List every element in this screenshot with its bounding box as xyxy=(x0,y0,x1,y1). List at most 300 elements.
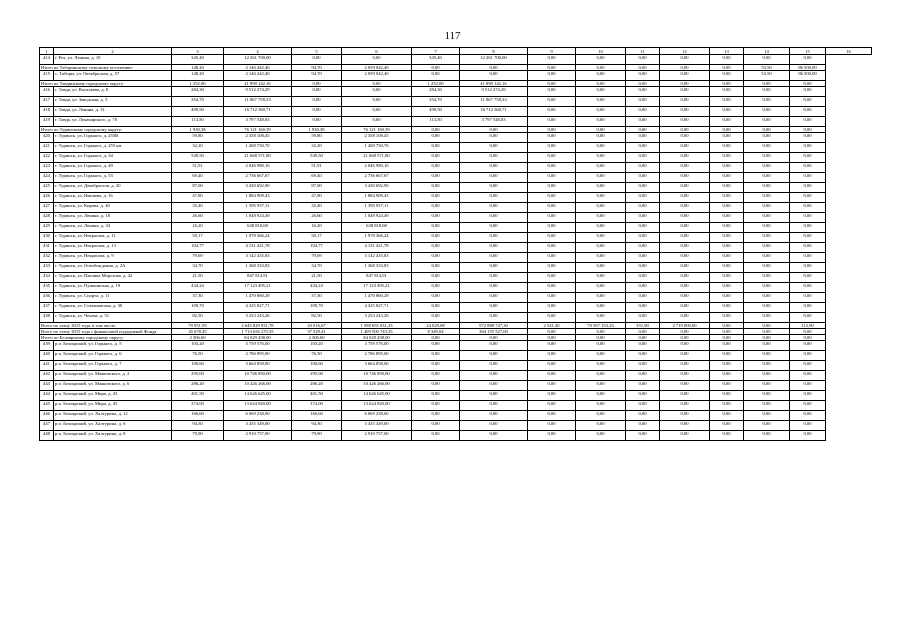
value-cell: 0,00 xyxy=(710,173,744,183)
address-cell: г. Туринск, ул. Ленина, д. 18 xyxy=(54,213,172,223)
value-cell: 9 512 274,29 xyxy=(224,87,292,97)
value-cell: 2 786 895,00 xyxy=(224,351,292,361)
value-cell: 0,00 xyxy=(660,87,710,97)
total-label: Итого по Таборинскому сельскому поселению: xyxy=(40,65,172,71)
value-cell: 0,00 xyxy=(710,361,744,371)
value-cell: 1 930,38 xyxy=(172,127,224,133)
value-cell: 0,00 xyxy=(528,243,576,253)
row-number: 423 xyxy=(40,163,54,173)
value-cell: 2 910 757,00 xyxy=(342,431,412,441)
value-cell: 0,00 xyxy=(460,273,528,283)
value-cell: 0,00 xyxy=(528,127,576,133)
value-cell: 0,00 xyxy=(626,391,660,401)
value-cell: 0,00 xyxy=(790,213,826,223)
value-cell: 1 470 860,29 xyxy=(224,293,292,303)
value-cell: 0,00 xyxy=(710,341,744,351)
value-cell: 0,00 xyxy=(660,431,710,441)
row-number: 417 xyxy=(40,97,54,107)
value-cell: 345,40 xyxy=(412,55,460,65)
value-cell: 76 121 160,39 xyxy=(342,127,412,133)
value-cell: 286,20 xyxy=(292,381,342,391)
value-cell: 0,00 xyxy=(626,55,660,65)
value-cell: 0,00 xyxy=(528,401,576,411)
value-cell: 0,00 xyxy=(710,303,744,313)
table-row xyxy=(40,391,872,401)
value-cell: 0,00 xyxy=(790,361,826,371)
value-cell: 0,00 xyxy=(626,361,660,371)
row-number: 424 xyxy=(40,173,54,183)
value-cell: 1 884 909,43 xyxy=(342,193,412,203)
value-cell: 0,00 xyxy=(626,401,660,411)
address-cell: г. Тавда, ул. Ленина, д. 31 xyxy=(54,107,172,117)
value-cell: 0,00 xyxy=(790,163,826,173)
value-cell: 1 252,00 xyxy=(412,81,460,87)
table-row xyxy=(40,293,872,303)
row-number: 436 xyxy=(40,293,54,303)
value-cell: 0,00 xyxy=(576,401,626,411)
value-cell: 0,00 xyxy=(710,351,744,361)
value-cell: 0,00 xyxy=(660,411,710,421)
value-cell: 2 046 980,10 xyxy=(342,163,412,173)
value-cell: 10 426 266,00 xyxy=(342,381,412,391)
row-number: 440 xyxy=(40,351,54,361)
value-cell: 0,00 xyxy=(660,173,710,183)
value-cell: 0,00 xyxy=(412,233,460,243)
address-cell: р.п. Белоярский, ул. Халтурина, д. 8 xyxy=(54,431,172,441)
value-cell: 70 951,95 xyxy=(172,323,224,329)
value-cell: 0,00 xyxy=(710,81,744,87)
value-cell: 0,00 xyxy=(576,143,626,153)
value-cell: 0,00 xyxy=(660,371,710,381)
value-cell: 0,00 xyxy=(528,81,576,87)
value-cell: 0,00 xyxy=(790,81,826,87)
value-cell: 0,00 xyxy=(744,107,790,117)
value-cell: 0,00 xyxy=(626,371,660,381)
value-cell: 0,00 xyxy=(790,303,826,313)
value-cell: 0,00 xyxy=(660,335,710,341)
value-cell: 0,00 xyxy=(744,263,790,273)
value-cell: 0,00 xyxy=(660,183,710,193)
value-cell: 0,00 xyxy=(528,87,576,97)
data-table xyxy=(39,47,872,441)
value-cell: 0,00 xyxy=(528,203,576,213)
value-cell: 21 668 571,80 xyxy=(342,153,412,163)
value-cell: 3 664 858,00 xyxy=(342,361,412,371)
value-cell: 0,00 xyxy=(460,421,528,431)
value-cell: 0,00 xyxy=(412,431,460,441)
table-row xyxy=(40,253,872,263)
value-cell: 0,00 xyxy=(660,193,710,203)
value-cell: 0,00 xyxy=(460,223,528,233)
value-cell: 0,00 xyxy=(412,273,460,283)
value-cell: 0,00 xyxy=(528,381,576,391)
row-number: 439 xyxy=(40,341,54,351)
table-row xyxy=(40,431,872,441)
value-cell: 0,00 xyxy=(626,313,660,323)
value-cell: 0,00 xyxy=(790,421,826,431)
value-cell: 0,00 xyxy=(710,293,744,303)
value-cell: 0,00 xyxy=(710,371,744,381)
value-cell: 0,00 xyxy=(660,273,710,283)
value-cell: 1 395 937,11 xyxy=(342,203,412,213)
value-cell: 0,00 xyxy=(412,263,460,273)
value-cell: 638 818,68 xyxy=(342,223,412,233)
value-cell: 0,00 xyxy=(460,71,528,81)
value-cell: 0,00 xyxy=(744,361,790,371)
value-cell: 0,00 xyxy=(528,431,576,441)
value-cell: 3 797 548,83 xyxy=(224,117,292,127)
value-cell: 53,50 xyxy=(744,71,790,81)
value-cell: 0,00 xyxy=(660,143,710,153)
value-cell: 0,00 xyxy=(660,303,710,313)
value-cell: 499,50 xyxy=(172,107,224,117)
value-cell: 0,00 xyxy=(412,183,460,193)
value-cell: 0,00 xyxy=(626,163,660,173)
value-cell: 0,00 xyxy=(744,127,790,133)
value-cell: 0,00 xyxy=(626,97,660,107)
value-cell: 0,00 xyxy=(528,133,576,143)
value-cell: 0,00 xyxy=(744,133,790,143)
value-cell: 0,00 xyxy=(528,97,576,107)
value-cell: 59,80 xyxy=(292,133,342,143)
value-cell: 0,00 xyxy=(412,293,460,303)
value-cell: 0,00 xyxy=(660,381,710,391)
value-cell: 166,60 xyxy=(292,411,342,421)
value-cell: 2 719 000,00 xyxy=(660,323,710,329)
value-cell: 0,00 xyxy=(528,329,576,335)
value-cell: 549,50 xyxy=(172,153,224,163)
value-cell: 87,00 xyxy=(292,183,342,193)
value-cell: 0,00 xyxy=(576,65,626,71)
value-cell: 35,40 xyxy=(292,203,342,213)
value-cell: 0,00 xyxy=(790,127,826,133)
value-cell: 0,00 xyxy=(528,303,576,313)
value-cell: 0,00 xyxy=(576,87,626,97)
value-cell: 0,00 xyxy=(576,223,626,233)
value-cell: 0,00 xyxy=(744,283,790,293)
value-cell: 499,50 xyxy=(412,107,460,117)
value-cell: 79,69 xyxy=(172,253,224,263)
value-cell: 0,00 xyxy=(626,107,660,117)
value-cell: 43 016,67 xyxy=(292,323,342,329)
value-cell: 41 890 142,16 xyxy=(224,81,292,87)
table-body xyxy=(40,48,872,441)
value-cell: 0,00 xyxy=(412,153,460,163)
value-cell: 51,91 xyxy=(172,163,224,173)
value-cell: 0,00 xyxy=(710,107,744,117)
value-cell: 0,00 xyxy=(744,173,790,183)
value-cell: 401,50 xyxy=(172,391,224,401)
value-cell: 148,20 xyxy=(172,65,224,71)
value-cell: 0,00 xyxy=(576,153,626,163)
header-cell: 11 xyxy=(626,48,660,55)
value-cell: 0,00 xyxy=(744,341,790,351)
value-cell: 0,00 xyxy=(790,233,826,243)
value-cell: 2 541,40 xyxy=(528,323,576,329)
row-number: 444 xyxy=(40,391,54,401)
value-cell: 0,00 xyxy=(790,55,826,65)
value-cell: 13 624 820,00 xyxy=(224,401,292,411)
address-cell: г. Туринск, ул. Некрасова, д. 9 xyxy=(54,253,172,263)
address-cell: г. Туринск, ул. Кирова, д. 40 xyxy=(54,203,172,213)
table-row xyxy=(40,71,872,81)
value-cell: 0,00 xyxy=(626,283,660,293)
value-cell: 16,20 xyxy=(172,223,224,233)
table-row xyxy=(40,303,872,313)
value-cell: 9 512 274,29 xyxy=(460,87,528,97)
table-row xyxy=(40,163,872,173)
row-number: 430 xyxy=(40,233,54,243)
value-cell: 0,00 xyxy=(660,313,710,323)
value-cell: 17 123 495,21 xyxy=(342,283,412,293)
value-cell: 0,00 xyxy=(660,283,710,293)
value-cell: 86 500,00 xyxy=(790,71,826,81)
value-cell: 0,00 xyxy=(528,213,576,223)
address-cell: г. Туринск, ул. Горького, д. 255В xyxy=(54,133,172,143)
value-cell: 34,70 xyxy=(292,263,342,273)
row-number: 441 xyxy=(40,361,54,371)
value-cell: 0,00 xyxy=(626,87,660,97)
value-cell: 0,00 xyxy=(744,55,790,65)
value-cell: 4 131 421,78 xyxy=(342,243,412,253)
value-cell: 0,00 xyxy=(744,97,790,107)
value-cell: 0,00 xyxy=(744,193,790,203)
value-cell: 0,00 xyxy=(626,203,660,213)
value-cell: 3 797 548,83 xyxy=(460,117,528,127)
value-cell: 2 306,60 xyxy=(172,335,224,341)
row-number: 434 xyxy=(40,273,54,283)
address-cell: р.п. Белоярский, ул. Горького, д. 5 xyxy=(54,341,172,351)
value-cell: 0,00 xyxy=(528,313,576,323)
row-number: 445 xyxy=(40,401,54,411)
header-cell: 9 xyxy=(528,48,576,55)
value-cell: 0,00 xyxy=(412,127,460,133)
value-cell: 50,17 xyxy=(172,233,224,243)
value-cell: 0,00 xyxy=(626,153,660,163)
value-cell: 0,00 xyxy=(626,329,660,335)
value-cell: 0,00 xyxy=(412,401,460,411)
value-cell: 0,00 xyxy=(460,127,528,133)
value-cell: 37,30 xyxy=(292,293,342,303)
value-cell: 0,00 xyxy=(744,117,790,127)
value-cell: 0,00 xyxy=(660,117,710,127)
table-row xyxy=(40,203,872,213)
value-cell: 0,00 xyxy=(460,213,528,223)
value-cell: 0,00 xyxy=(710,97,744,107)
value-cell: 1 409 500 743,35 xyxy=(342,329,412,335)
value-cell: 0,00 xyxy=(626,303,660,313)
address-cell: г. Туринск, ул. Горького, д. 49 xyxy=(54,163,172,173)
value-cell: 0,00 xyxy=(292,97,342,107)
value-cell: 1 368 333,83 xyxy=(342,263,412,273)
value-cell: 0,00 xyxy=(790,253,826,263)
value-cell: 0,00 xyxy=(744,273,790,283)
value-cell: 0,00 xyxy=(710,253,744,263)
value-cell: 0,00 xyxy=(660,203,710,213)
value-cell: 0,00 xyxy=(626,193,660,203)
value-cell: 79,90 xyxy=(292,431,342,441)
row-number: 428 xyxy=(40,213,54,223)
value-cell: 0,00 xyxy=(412,303,460,313)
value-cell: 0,00 xyxy=(790,107,826,117)
header-cell: 8 xyxy=(460,48,528,55)
value-cell: 0,00 xyxy=(790,87,826,97)
value-cell: 0,00 xyxy=(790,193,826,203)
value-cell: 0,00 xyxy=(342,81,412,87)
value-cell: 76,50 xyxy=(172,351,224,361)
value-cell: 21 668 571,80 xyxy=(224,153,292,163)
row-number: 414 xyxy=(40,55,54,65)
value-cell: 51,91 xyxy=(292,163,342,173)
address-cell: г. Туринск, ул. Ленина, д. 34 xyxy=(54,223,172,233)
value-cell: 0,00 xyxy=(576,381,626,391)
row-number: 431 xyxy=(40,243,54,253)
row-number: 420 xyxy=(40,133,54,143)
value-cell: 0,00 xyxy=(744,323,790,329)
value-cell: 0,00 xyxy=(412,253,460,263)
value-cell: 0,00 xyxy=(292,87,342,97)
table-row xyxy=(40,371,872,381)
value-cell: 0,00 xyxy=(660,71,710,81)
table-row xyxy=(40,87,872,97)
value-cell: 0,00 xyxy=(460,361,528,371)
value-cell: 0,00 xyxy=(528,263,576,273)
value-cell: 0,00 xyxy=(460,133,528,143)
value-cell: 284,30 xyxy=(412,87,460,97)
header-cell: 15 xyxy=(790,48,826,55)
table-row xyxy=(40,55,872,65)
value-cell: 0,00 xyxy=(626,233,660,243)
value-cell: 0,00 xyxy=(790,341,826,351)
value-cell: 3 759 576,00 xyxy=(224,341,292,351)
value-cell: 79,90 xyxy=(172,431,224,441)
value-cell: 1 470 860,29 xyxy=(342,293,412,303)
value-cell: 0,00 xyxy=(660,329,710,335)
table-row xyxy=(40,263,872,273)
value-cell: 0,00 xyxy=(744,335,790,341)
address-cell: г. Туринск, ул. Декабристов, д. 20 xyxy=(54,183,172,193)
value-cell: 0,00 xyxy=(710,431,744,441)
value-cell: 2 046 980,10 xyxy=(224,163,292,173)
value-cell: 0,00 xyxy=(626,421,660,431)
value-cell: 0,00 xyxy=(626,253,660,263)
value-cell: 41 890 142,16 xyxy=(460,81,528,87)
value-cell: 3 759 576,00 xyxy=(342,341,412,351)
value-cell: 0,00 xyxy=(744,81,790,87)
address-cell: г. Туринск, ул. Стахановская, д. 30 xyxy=(54,303,172,313)
header-cell: 5 xyxy=(292,48,342,55)
address-cell: г. Туринск, ул. Некрасова, д. 13 xyxy=(54,243,172,253)
value-cell: 0,00 xyxy=(660,361,710,371)
value-cell: 0,00 xyxy=(412,65,460,71)
value-cell: 0,00 xyxy=(460,411,528,421)
value-cell: 0,00 xyxy=(710,233,744,243)
table-row xyxy=(40,243,872,253)
value-cell: 8 349,04 xyxy=(412,329,460,335)
value-cell: 0,00 xyxy=(460,391,528,401)
value-cell: 148,20 xyxy=(172,71,224,81)
value-cell: 0,00 xyxy=(460,203,528,213)
value-cell: 0,00 xyxy=(576,351,626,361)
value-cell: 0,00 xyxy=(576,329,626,335)
header-cell: 6 xyxy=(342,48,412,55)
value-cell: 34,70 xyxy=(172,263,224,273)
value-cell: 0,00 xyxy=(342,97,412,107)
value-cell: 0,00 xyxy=(292,55,342,65)
value-cell: 104,77 xyxy=(292,243,342,253)
value-cell: 16 712 560,71 xyxy=(460,107,528,117)
value-cell: 3 142 435,83 xyxy=(224,253,292,263)
value-cell: 10 426 266,00 xyxy=(224,381,292,391)
table-row xyxy=(40,183,872,193)
row-number: 435 xyxy=(40,283,54,293)
value-cell: 0,00 xyxy=(710,133,744,143)
address-cell: г. Рех, ул. Ленина, д. 10 xyxy=(54,55,172,65)
value-cell: 0,00 xyxy=(412,351,460,361)
value-cell: 0,00 xyxy=(790,203,826,213)
value-cell: 0,00 xyxy=(460,293,528,303)
value-cell: 76 121 160,39 xyxy=(224,127,292,133)
value-cell: 2 059 942,40 xyxy=(342,71,412,81)
value-cell: 0,00 xyxy=(528,421,576,431)
value-cell: 972 888 747,30 xyxy=(460,323,528,329)
value-cell: 0,00 xyxy=(660,55,710,65)
value-cell: 0,00 xyxy=(660,341,710,351)
value-cell: 0,00 xyxy=(528,293,576,303)
value-cell: 1 269 750,70 xyxy=(224,143,292,153)
value-cell: 0,00 xyxy=(576,283,626,293)
value-cell: 0,00 xyxy=(744,253,790,263)
value-cell: 0,00 xyxy=(528,391,576,401)
value-cell: 69,40 xyxy=(292,173,342,183)
value-cell: 0,00 xyxy=(528,193,576,203)
page-number: 117 xyxy=(444,30,461,42)
value-cell: 0,00 xyxy=(626,143,660,153)
value-cell: 0,00 xyxy=(660,243,710,253)
value-cell: 0,00 xyxy=(790,401,826,411)
value-cell: 0,00 xyxy=(576,273,626,283)
value-cell: 0,00 xyxy=(660,233,710,243)
value-cell: 2 358 108,45 xyxy=(224,133,292,143)
value-cell: 0,00 xyxy=(576,233,626,243)
value-cell: 0,00 xyxy=(660,263,710,273)
value-cell: 0,00 xyxy=(460,283,528,293)
value-cell: 0,00 xyxy=(412,143,460,153)
value-cell: 0,00 xyxy=(790,273,826,283)
value-cell: 0,00 xyxy=(412,173,460,183)
value-cell: 0,00 xyxy=(412,163,460,173)
value-cell: 0,00 xyxy=(626,243,660,253)
value-cell: 0,00 xyxy=(710,223,744,233)
value-cell: 0,00 xyxy=(576,391,626,401)
address-cell: р.п. Белоярский, ул. Горького, д. 6 xyxy=(54,351,172,361)
value-cell: 0,00 xyxy=(790,411,826,421)
value-cell: 0,00 xyxy=(292,107,342,117)
value-cell: 50,17 xyxy=(292,233,342,243)
address-cell: р.п. Белоярский, ул. Халтурина, д. 12 xyxy=(54,411,172,421)
value-cell: 0,00 xyxy=(412,411,460,421)
value-cell: 100,60 xyxy=(172,361,224,371)
value-cell: 14 626 645,00 xyxy=(342,391,412,401)
value-cell: 295,00 xyxy=(292,371,342,381)
value-cell: 0,00 xyxy=(660,213,710,223)
value-cell: 0,00 xyxy=(576,361,626,371)
table-row xyxy=(40,421,872,431)
value-cell: 0,00 xyxy=(412,371,460,381)
value-cell: 0,00 xyxy=(460,173,528,183)
value-cell: 109,70 xyxy=(172,303,224,313)
value-cell: 0,00 xyxy=(710,55,744,65)
